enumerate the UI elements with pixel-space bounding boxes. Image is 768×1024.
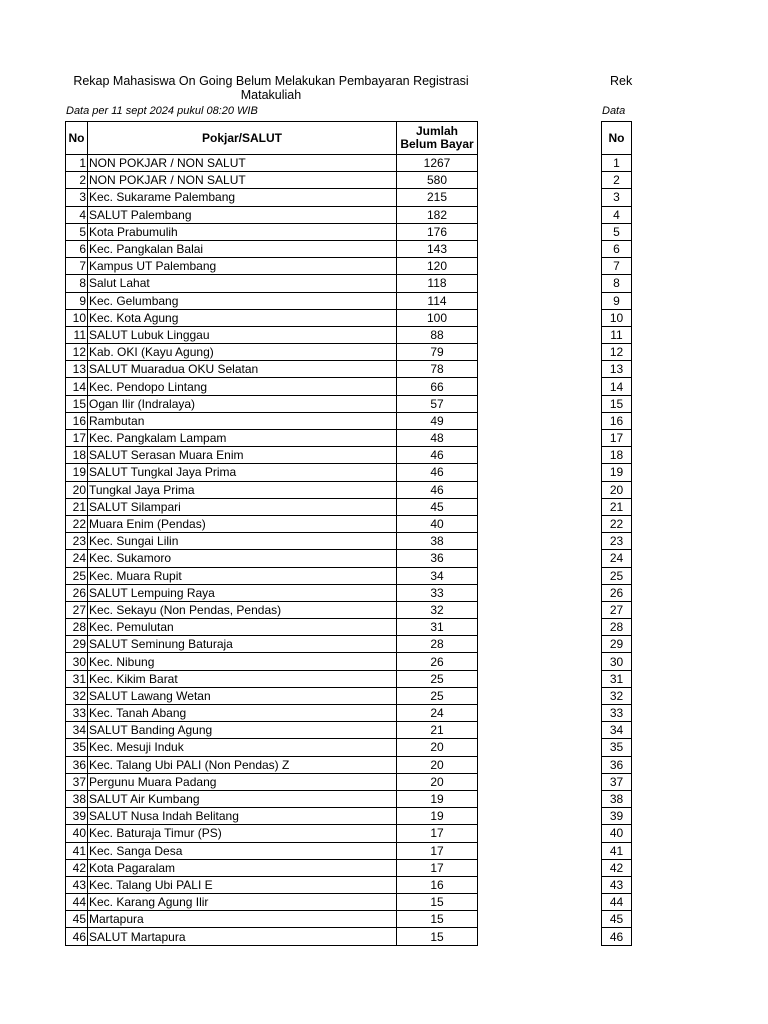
- side-table-row: [602, 292, 632, 309]
- side-table-row: [602, 842, 632, 859]
- side-table-row: [602, 258, 632, 275]
- table-row: [66, 756, 478, 773]
- table-row: [66, 790, 478, 807]
- table-row: [66, 687, 478, 704]
- side-table-row: [602, 705, 632, 722]
- row-name: SALUT Air Kumbang: [88, 790, 397, 807]
- row-value: 118: [397, 275, 478, 292]
- header-no: No: [66, 122, 88, 155]
- row-no: 29: [66, 636, 88, 653]
- row-no: 24: [66, 550, 88, 567]
- side-table-row: [602, 533, 632, 550]
- row-name: Kec. Talang Ubi PALI (Non Pendas) Z: [88, 756, 397, 773]
- side-row-no: 13: [602, 361, 632, 378]
- side-table-row: [602, 773, 632, 790]
- row-value: 15: [397, 928, 478, 945]
- side-row-no: 21: [602, 498, 632, 515]
- side-row-no: 28: [602, 619, 632, 636]
- side-table-row: [602, 189, 632, 206]
- table-row: [66, 464, 478, 481]
- row-value: 19: [397, 808, 478, 825]
- row-name: Martapura: [88, 911, 397, 928]
- row-value: 88: [397, 326, 478, 343]
- row-no: 1: [66, 155, 88, 172]
- table-row: [66, 258, 478, 275]
- side-row-no: 15: [602, 395, 632, 412]
- row-value: 20: [397, 756, 478, 773]
- side-row-no: 24: [602, 550, 632, 567]
- row-no: 12: [66, 344, 88, 361]
- table-row: [66, 859, 478, 876]
- row-no: 33: [66, 705, 88, 722]
- row-value: 32: [397, 601, 478, 618]
- side-row-no: 20: [602, 481, 632, 498]
- side-table-row: [602, 567, 632, 584]
- row-value: 580: [397, 172, 478, 189]
- side-table-row: [602, 361, 632, 378]
- row-value: 17: [397, 842, 478, 859]
- side-table-row: [602, 584, 632, 601]
- side-row-no: 4: [602, 206, 632, 223]
- side-row-no: 14: [602, 378, 632, 395]
- table-row: [66, 481, 478, 498]
- side-row-no: 12: [602, 344, 632, 361]
- row-value: 1267: [397, 155, 478, 172]
- side-table-row: [602, 808, 632, 825]
- row-no: 45: [66, 911, 88, 928]
- table-row: [66, 928, 478, 945]
- row-value: 143: [397, 240, 478, 257]
- row-value: 16: [397, 876, 478, 893]
- side-row-no: 44: [602, 894, 632, 911]
- row-no: 23: [66, 533, 88, 550]
- table-row: [66, 773, 478, 790]
- side-row-no: 3: [602, 189, 632, 206]
- row-value: 46: [397, 481, 478, 498]
- side-row-no: 25: [602, 567, 632, 584]
- row-name: Kec. Muara Rupit: [88, 567, 397, 584]
- side-header-no: No: [602, 122, 632, 155]
- row-name: Kec. Sekayu (Non Pendas, Pendas): [88, 601, 397, 618]
- side-row-no: 19: [602, 464, 632, 481]
- side-table-row: [602, 412, 632, 429]
- row-name: Kec. Mesuji Induk: [88, 739, 397, 756]
- row-no: 46: [66, 928, 88, 945]
- row-no: 34: [66, 722, 88, 739]
- row-value: 28: [397, 636, 478, 653]
- table-row: [66, 619, 478, 636]
- report-title-cut: Rek: [610, 74, 633, 88]
- row-value: 31: [397, 619, 478, 636]
- side-table-row: [602, 670, 632, 687]
- side-table-row: [602, 447, 632, 464]
- side-row-no: 45: [602, 911, 632, 928]
- row-no: 17: [66, 430, 88, 447]
- table-row: [66, 911, 478, 928]
- row-value: 46: [397, 447, 478, 464]
- table-row: [66, 206, 478, 223]
- side-row-no: 39: [602, 808, 632, 825]
- row-name: SALUT Martapura: [88, 928, 397, 945]
- side-table-row: [602, 619, 632, 636]
- row-value: 49: [397, 412, 478, 429]
- row-name: SALUT Muaradua OKU Selatan: [88, 361, 397, 378]
- row-no: 15: [66, 395, 88, 412]
- row-no: 13: [66, 361, 88, 378]
- row-value: 66: [397, 378, 478, 395]
- row-value: 182: [397, 206, 478, 223]
- table-row: [66, 447, 478, 464]
- row-name: SALUT Lubuk Linggau: [88, 326, 397, 343]
- side-row-no: 43: [602, 876, 632, 893]
- table-row: [66, 584, 478, 601]
- side-row-no: 33: [602, 705, 632, 722]
- side-table-row: [602, 378, 632, 395]
- header-pokjar: Pokjar/SALUT: [88, 122, 397, 155]
- row-value: 20: [397, 773, 478, 790]
- side-table-row: [602, 550, 632, 567]
- table-row: [66, 240, 478, 257]
- table-row: [66, 326, 478, 343]
- side-table-row: [602, 859, 632, 876]
- table-row: [66, 292, 478, 309]
- row-name: Kec. Sungai Lilin: [88, 533, 397, 550]
- row-name: Kota Pagaralam: [88, 859, 397, 876]
- table-row: [66, 515, 478, 532]
- row-no: 42: [66, 859, 88, 876]
- table-row: [66, 223, 478, 240]
- row-name: SALUT Serasan Muara Enim: [88, 447, 397, 464]
- side-row-no: 17: [602, 430, 632, 447]
- report-title: Rekap Mahasiswa On Going Belum Melakukan Pembayaran Registrasi Matakuliah: [73, 74, 469, 102]
- row-no: 2: [66, 172, 88, 189]
- row-name: Tungkal Jaya Prima: [88, 481, 397, 498]
- side-row-no: 38: [602, 790, 632, 807]
- table-row: [66, 533, 478, 550]
- table-row: [66, 309, 478, 326]
- row-no: 43: [66, 876, 88, 893]
- side-row-no: 34: [602, 722, 632, 739]
- row-name: SALUT Lawang Wetan: [88, 687, 397, 704]
- side-table-row: [602, 498, 632, 515]
- table-row: [66, 842, 478, 859]
- side-table-row: [602, 911, 632, 928]
- row-value: 17: [397, 825, 478, 842]
- row-no: 7: [66, 258, 88, 275]
- side-row-no: 27: [602, 601, 632, 618]
- row-no: 19: [66, 464, 88, 481]
- side-row-no: 10: [602, 309, 632, 326]
- side-row-no: 42: [602, 859, 632, 876]
- row-no: 4: [66, 206, 88, 223]
- table-row: [66, 361, 478, 378]
- side-table-row: [602, 464, 632, 481]
- side-table-row: [602, 515, 632, 532]
- row-no: 16: [66, 412, 88, 429]
- side-table-row: [602, 430, 632, 447]
- row-value: 25: [397, 670, 478, 687]
- row-no: 5: [66, 223, 88, 240]
- table-row: [66, 344, 478, 361]
- side-table-row: [602, 309, 632, 326]
- side-row-no: 30: [602, 653, 632, 670]
- table-row: [66, 739, 478, 756]
- side-row-no: 16: [602, 412, 632, 429]
- row-name: Kec. Pangkalan Balai: [88, 240, 397, 257]
- row-name: NON POKJAR / NON SALUT: [88, 155, 397, 172]
- table-row: [66, 172, 478, 189]
- row-value: 21: [397, 722, 478, 739]
- table-row: [66, 636, 478, 653]
- row-name: Kec. Pangkalam Lampam: [88, 430, 397, 447]
- table-row: [66, 670, 478, 687]
- side-row-no: 29: [602, 636, 632, 653]
- row-name: Salut Lahat: [88, 275, 397, 292]
- table-row: [66, 275, 478, 292]
- side-table-row: [602, 636, 632, 653]
- table-row: [66, 378, 478, 395]
- row-value: 17: [397, 859, 478, 876]
- side-row-no: 36: [602, 756, 632, 773]
- row-value: 26: [397, 653, 478, 670]
- row-name: Kec. Pendopo Lintang: [88, 378, 397, 395]
- row-name: Kec. Kikim Barat: [88, 670, 397, 687]
- table-row: [66, 825, 478, 842]
- side-table-row: [602, 601, 632, 618]
- row-no: 44: [66, 894, 88, 911]
- table-row: [66, 155, 478, 172]
- side-table-row: [602, 756, 632, 773]
- table-row: [66, 412, 478, 429]
- row-name: SALUT Tungkal Jaya Prima: [88, 464, 397, 481]
- row-name: Kec. Pemulutan: [88, 619, 397, 636]
- table-row: [66, 550, 478, 567]
- row-name: Kec. Talang Ubi PALI E: [88, 876, 397, 893]
- side-row-no: 22: [602, 515, 632, 532]
- row-value: 24: [397, 705, 478, 722]
- row-value: 25: [397, 687, 478, 704]
- table-row: [66, 395, 478, 412]
- row-no: 35: [66, 739, 88, 756]
- side-row-no: 2: [602, 172, 632, 189]
- row-no: 22: [66, 515, 88, 532]
- side-row-no: 26: [602, 584, 632, 601]
- row-name: NON POKJAR / NON SALUT: [88, 172, 397, 189]
- row-no: 14: [66, 378, 88, 395]
- row-no: 37: [66, 773, 88, 790]
- row-name: SALUT Banding Agung: [88, 722, 397, 739]
- row-value: 79: [397, 344, 478, 361]
- row-name: Pergunu Muara Padang: [88, 773, 397, 790]
- table-row: [66, 498, 478, 515]
- row-name: Kec. Gelumbang: [88, 292, 397, 309]
- table-row: [66, 876, 478, 893]
- table-row: [66, 705, 478, 722]
- row-no: 25: [66, 567, 88, 584]
- row-value: 15: [397, 894, 478, 911]
- side-table-row: [602, 326, 632, 343]
- row-no: 36: [66, 756, 88, 773]
- row-name: Rambutan: [88, 412, 397, 429]
- side-row-no: 23: [602, 533, 632, 550]
- row-no: 40: [66, 825, 88, 842]
- row-name: Kab. OKI (Kayu Agung): [88, 344, 397, 361]
- side-row-no: 8: [602, 275, 632, 292]
- row-name: Kec. Nibung: [88, 653, 397, 670]
- table-row: [66, 653, 478, 670]
- row-value: 36: [397, 550, 478, 567]
- side-table-row: [602, 894, 632, 911]
- row-no: 11: [66, 326, 88, 343]
- row-value: 57: [397, 395, 478, 412]
- row-value: 19: [397, 790, 478, 807]
- row-no: 31: [66, 670, 88, 687]
- row-name: Kota Prabumulih: [88, 223, 397, 240]
- row-name: Ogan Ilir (Indralaya): [88, 395, 397, 412]
- row-value: 100: [397, 309, 478, 326]
- side-row-no: 11: [602, 326, 632, 343]
- row-no: 39: [66, 808, 88, 825]
- row-value: 48: [397, 430, 478, 447]
- row-no: 20: [66, 481, 88, 498]
- side-row-no: 5: [602, 223, 632, 240]
- side-row-no: 9: [602, 292, 632, 309]
- side-table-row: [602, 653, 632, 670]
- side-row-no: 7: [602, 258, 632, 275]
- side-table-row: [602, 395, 632, 412]
- table-row: [66, 189, 478, 206]
- table-row: [66, 430, 478, 447]
- row-name: Kec. Kota Agung: [88, 309, 397, 326]
- side-table-row: [602, 928, 632, 945]
- recap-table: [65, 121, 478, 946]
- table-row: [66, 722, 478, 739]
- row-no: 41: [66, 842, 88, 859]
- side-table-row: [602, 481, 632, 498]
- side-row-no: 35: [602, 739, 632, 756]
- row-no: 28: [66, 619, 88, 636]
- side-row-no: 18: [602, 447, 632, 464]
- row-value: 46: [397, 464, 478, 481]
- side-row-no: 6: [602, 240, 632, 257]
- row-no: 26: [66, 584, 88, 601]
- row-value: 34: [397, 567, 478, 584]
- row-value: 33: [397, 584, 478, 601]
- row-value: 176: [397, 223, 478, 240]
- row-no: 10: [66, 309, 88, 326]
- side-table-row: [602, 206, 632, 223]
- row-name: SALUT Palembang: [88, 206, 397, 223]
- row-no: 38: [66, 790, 88, 807]
- side-table-row: [602, 172, 632, 189]
- side-row-no: 1: [602, 155, 632, 172]
- side-table-row: [602, 722, 632, 739]
- row-value: 78: [397, 361, 478, 378]
- side-row-no: 40: [602, 825, 632, 842]
- side-table-row: [602, 687, 632, 704]
- row-name: Kec. Karang Agung Ilir: [88, 894, 397, 911]
- side-table-row: [602, 223, 632, 240]
- row-value: 215: [397, 189, 478, 206]
- row-name: Muara Enim (Pendas): [88, 515, 397, 532]
- table-row: [66, 894, 478, 911]
- report-subtitle-cut: Data: [602, 105, 626, 117]
- row-name: Kec. Baturaja Timur (PS): [88, 825, 397, 842]
- side-row-no: 32: [602, 687, 632, 704]
- side-row-no: 37: [602, 773, 632, 790]
- row-name: Kampus UT Palembang: [88, 258, 397, 275]
- side-header-row: [602, 122, 632, 155]
- side-table: [601, 121, 632, 946]
- row-value: 114: [397, 292, 478, 309]
- row-no: 32: [66, 687, 88, 704]
- row-value: 40: [397, 515, 478, 532]
- row-no: 27: [66, 601, 88, 618]
- row-no: 21: [66, 498, 88, 515]
- side-row-no: 46: [602, 928, 632, 945]
- side-row-no: 41: [602, 842, 632, 859]
- row-value: 45: [397, 498, 478, 515]
- side-table-row: [602, 240, 632, 257]
- table-row: [66, 808, 478, 825]
- row-no: 6: [66, 240, 88, 257]
- report-subtitle: Data per 11 sept 2024 pukul 08:20 WIB: [66, 105, 258, 117]
- table-header-row: [66, 122, 478, 155]
- row-name: SALUT Silampari: [88, 498, 397, 515]
- row-value: 15: [397, 911, 478, 928]
- side-table-row: [602, 739, 632, 756]
- row-no: 18: [66, 447, 88, 464]
- row-no: 30: [66, 653, 88, 670]
- side-table-row: [602, 790, 632, 807]
- row-name: Kec. Sanga Desa: [88, 842, 397, 859]
- side-table-row: [602, 155, 632, 172]
- side-table-row: [602, 825, 632, 842]
- row-name: Kec. Sukamoro: [88, 550, 397, 567]
- row-name: SALUT Lempuing Raya: [88, 584, 397, 601]
- header-jumlah: Jumlah Belum Bayar: [397, 122, 478, 155]
- table-row: [66, 601, 478, 618]
- row-no: 9: [66, 292, 88, 309]
- table-row: [66, 567, 478, 584]
- row-name: Kec. Tanah Abang: [88, 705, 397, 722]
- row-value: 120: [397, 258, 478, 275]
- row-name: SALUT Seminung Baturaja: [88, 636, 397, 653]
- side-table-row: [602, 876, 632, 893]
- row-value: 38: [397, 533, 478, 550]
- row-name: Kec. Sukarame Palembang: [88, 189, 397, 206]
- row-name: SALUT Nusa Indah Belitang: [88, 808, 397, 825]
- side-row-no: 31: [602, 670, 632, 687]
- side-table-row: [602, 275, 632, 292]
- side-table-row: [602, 344, 632, 361]
- row-no: 3: [66, 189, 88, 206]
- row-no: 8: [66, 275, 88, 292]
- row-value: 20: [397, 739, 478, 756]
